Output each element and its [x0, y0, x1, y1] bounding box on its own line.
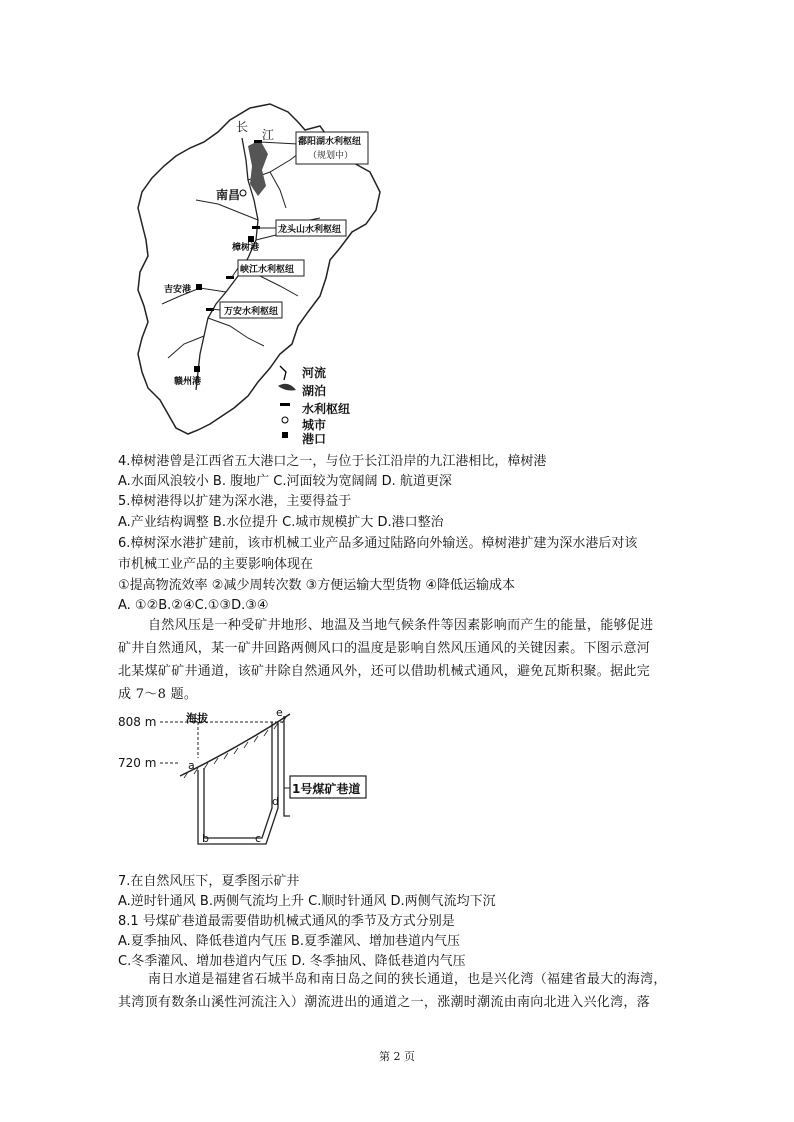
legend-lake-icon	[278, 384, 296, 391]
question-6-options: A. ①②B.②④C.①③D.③④	[118, 598, 269, 613]
legend-label-river: 河流	[302, 366, 327, 380]
point-d: d	[272, 795, 279, 808]
tributary-3	[238, 276, 298, 296]
legend-label-dam: 水利枢纽	[302, 402, 351, 416]
point-b: b	[202, 832, 209, 845]
passage-wind-pressure	[118, 614, 678, 706]
passage-1-line-4: 成 7～8 题。	[118, 687, 198, 702]
passage-1-line-1: 自然风压是一种受矿井地形、地温及当地气候条件等因素影响而产生的能量，能够促进	[148, 618, 654, 633]
legend-city-icon	[282, 417, 288, 423]
label-yangtze-2: 江	[262, 128, 275, 142]
legend-dam-icon	[280, 403, 290, 406]
passage-1-line-2: 矿井自然通风，某一矿井回路两侧风口的温度是影响自然风压通风的关键因素。下图示意河	[118, 641, 651, 656]
question-6: 6.樟树深水港扩建前，该市机械工业产品多通过陆路向外输送。樟树港扩建为深水港后对该	[118, 536, 638, 551]
passage-1-line-3: 北某煤矿矿井通道，该矿井除自然通风外，还可以借助机械式通风，避免瓦斯积聚。据此完	[118, 664, 651, 679]
question-5: 5.樟树港得以扩建为深水港，主要得益于	[118, 494, 352, 509]
passage-2-line-1: 南日水道是福建省石城半岛和南日岛之间的狭长通道，也是兴化湾（福建省最大的海湾，	[148, 972, 667, 987]
question-7: 7.在自然风压下，夏季图示矿井	[118, 874, 300, 889]
question-6-cont: 市机械工业产品的主要影响体现在	[118, 557, 314, 572]
elev-720-label: 720 m	[118, 756, 157, 770]
question-4-options: A.水面风浪较小 B. 腹地广 C.河面较为宽阔阔 D. 航道更深	[118, 474, 452, 489]
leader-xiajiang	[232, 268, 238, 277]
legend-label-port: 港口	[302, 432, 327, 446]
tributary-5	[208, 318, 264, 346]
label-zhangshu: 樟树港	[232, 243, 260, 253]
label-poyang: 鄱阳湖水利枢纽	[298, 137, 362, 147]
question-8-options-ab: A.夏季抽风、降低巷道内气压 B.夏季灌风、增加巷道内气压	[118, 934, 460, 949]
label-ganzhou: 赣州港	[174, 377, 202, 387]
label-yangtze-1: 长	[236, 120, 249, 134]
haiba-label: 海拔	[186, 712, 208, 725]
dam-poyang	[254, 140, 262, 143]
question-6-statements: ①提高物流效率 ②减少周转次数 ③方便运输大型货物 ④降低运输成本	[118, 578, 516, 593]
legend-port-icon	[282, 432, 288, 438]
question-5-options: A.产业结构调整 B.水位提升 C.城市规模扩大 D.港口整治	[118, 515, 444, 530]
question-7-options: A.逆时针通风 B.两侧气流均上升 C.顺时针通风 D.两侧气流均下沉	[118, 894, 496, 909]
legend-label-lake: 湖泊	[302, 384, 327, 398]
question-8-options-cd: C.冬季灌风、增加巷道内气压 D. 冬季抽风、降低巷道内气压	[118, 954, 466, 969]
label-poyang-note: （规划中）	[308, 151, 354, 161]
question-4: 4.樟树港曾是江西省五大港口之一，与位于长江沿岸的九江港相比，樟树港	[118, 454, 547, 469]
tunnel-label: 1号煤矿巷道	[292, 782, 361, 796]
label-wanan: 万安水利枢纽	[224, 307, 279, 317]
port-jian-icon	[196, 284, 202, 290]
elev-808-label: 808 m	[118, 715, 157, 729]
legend-river-icon	[280, 366, 286, 380]
label-xiajiang: 峡江水利枢纽	[240, 265, 295, 275]
tributary-8	[270, 172, 286, 208]
page-number: 第 2 页	[379, 1050, 415, 1063]
legend-label-city: 城市	[302, 418, 327, 432]
point-e: e	[276, 706, 283, 719]
shaft-right-outer	[284, 716, 290, 816]
point-c: c	[255, 832, 262, 845]
shaft-inner	[204, 722, 272, 838]
tributary-7	[196, 200, 258, 220]
passage-nanri	[118, 968, 678, 1014]
tributary-6	[168, 336, 204, 358]
poyang-lake	[248, 140, 268, 196]
city-nanchang-icon	[240, 190, 246, 196]
label-jian: 吉安港	[164, 285, 192, 295]
passage-2-line-2: 其湾顶有数条山溪性河流注入）潮流进出的通道之一，涨潮时潮流由南向北进入兴化湾，落	[118, 995, 651, 1010]
point-a: a	[188, 759, 195, 772]
question-8: 8.1 号煤矿巷道最需要借助机械式通风的季节及方式分别是	[118, 914, 455, 929]
port-ganzhou-icon	[194, 366, 200, 372]
label-nanchang: 南昌	[216, 188, 241, 202]
label-longtoushan: 龙头山水利枢纽	[278, 225, 342, 235]
